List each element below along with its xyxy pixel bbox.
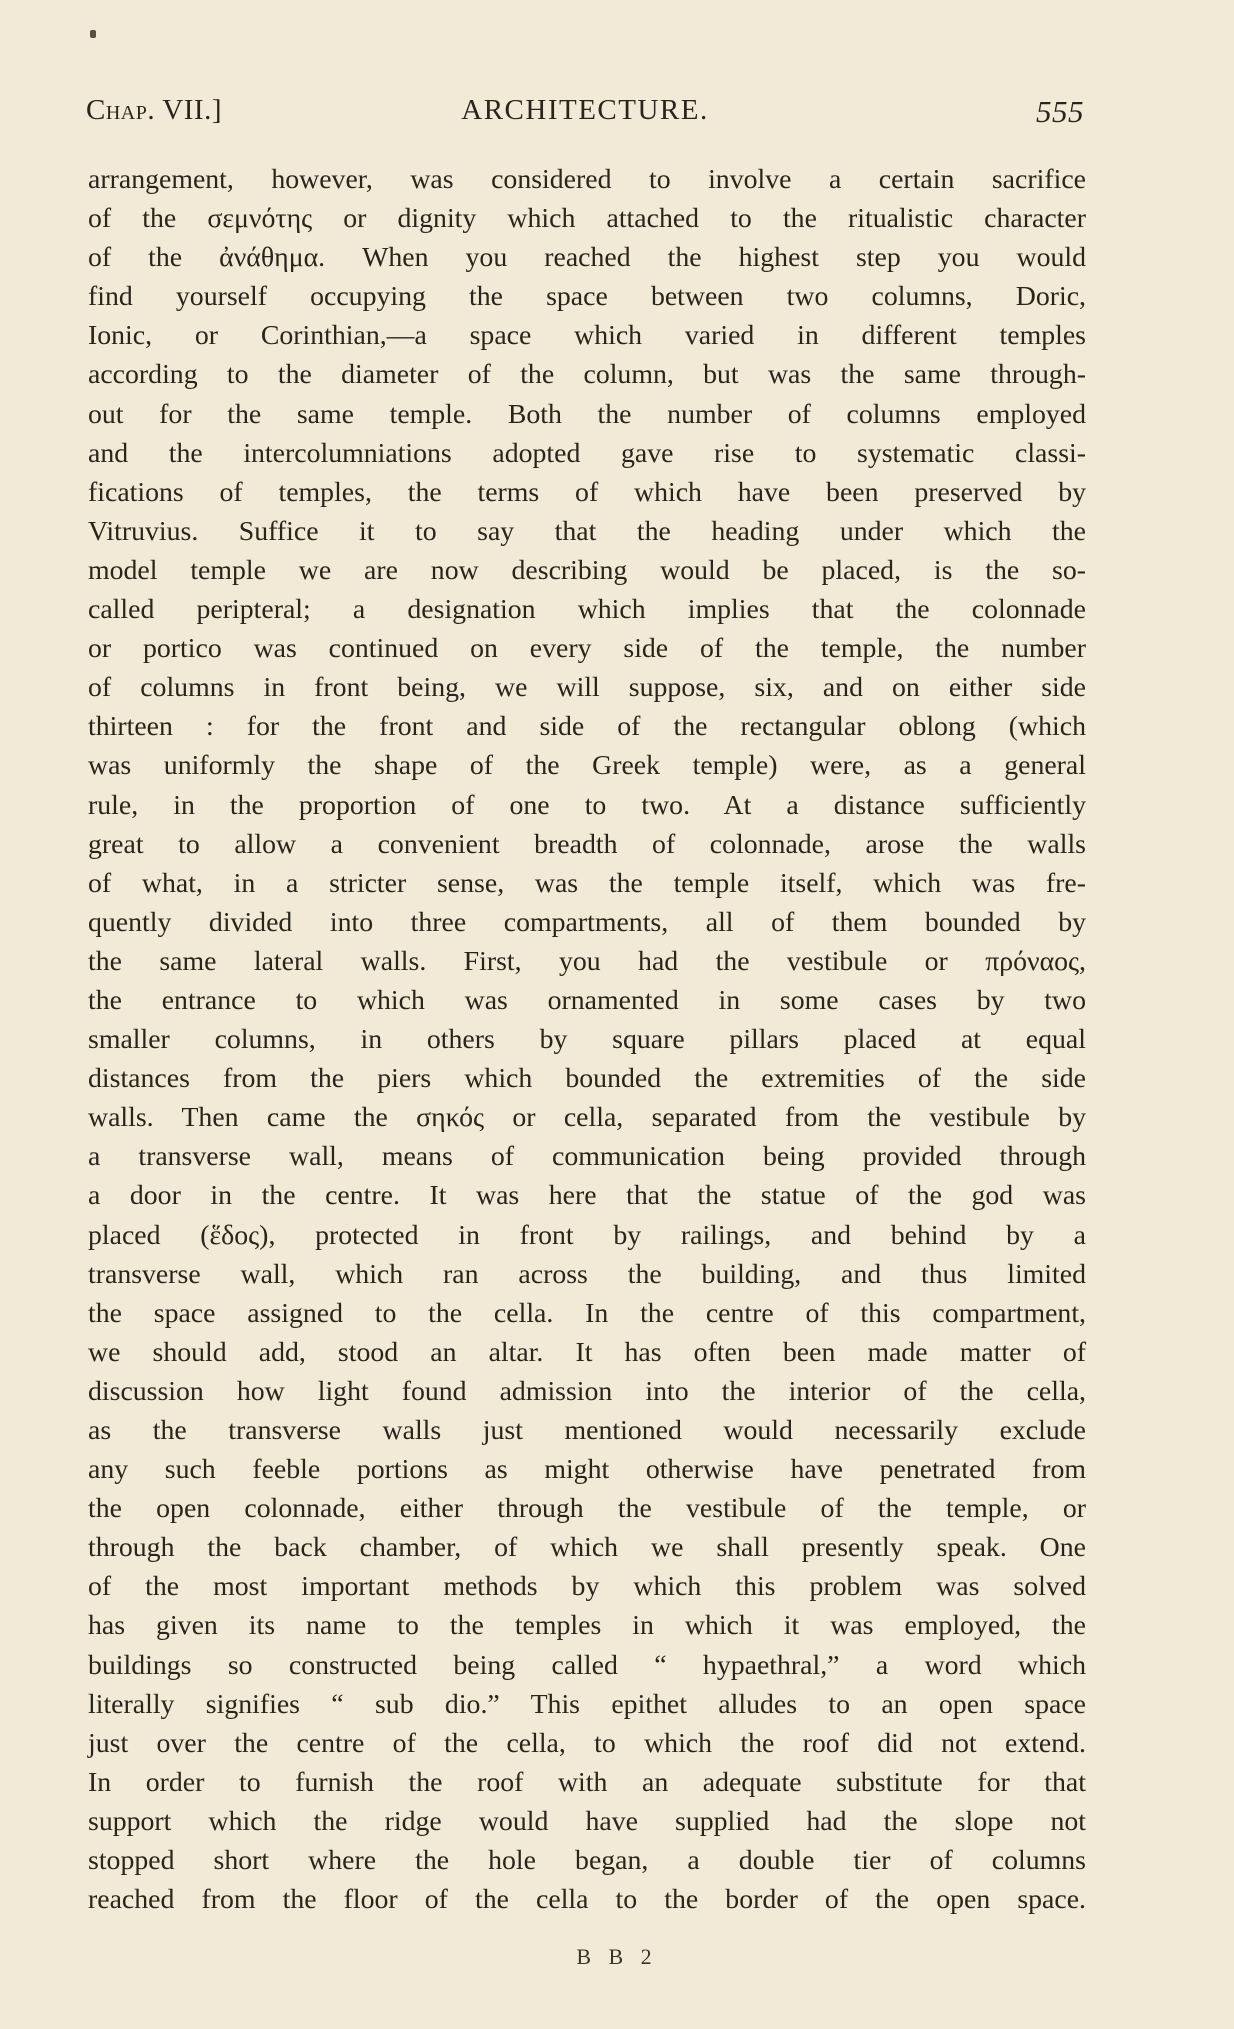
ink-speck bbox=[90, 30, 96, 38]
text-line: buildings so constructed being called “ hypaethral,” a word which bbox=[88, 1649, 1086, 1681]
text-line: stopped short where the hole began, a double tier of columns bbox=[88, 1845, 1086, 1877]
text-line: distances from the piers which bounded the extremities of the side bbox=[88, 1063, 1086, 1095]
text-line: called peripteral; a designation which implies that the colonnade bbox=[88, 594, 1086, 626]
text-line: of the ἀνάθημα. When you reached the highest step you would bbox=[88, 242, 1086, 274]
text-line: quently divided into three compartments, all of them bounded by bbox=[88, 906, 1086, 938]
text-line: through the back chamber, of which we shall presently speak. One bbox=[88, 1532, 1086, 1564]
text-line: of columns in front being, we will suppose, six, and on either side bbox=[88, 672, 1086, 704]
text-line: walls. Then came the σηκός or cella, separated from the vestibule by bbox=[88, 1102, 1086, 1134]
text-line: placed (ἕδος), protected in front by railings, and behind by a bbox=[88, 1219, 1086, 1251]
text-line: find yourself occupying the space between two columns, Doric, bbox=[88, 281, 1086, 313]
text-line: a transverse wall, means of communication being provided through bbox=[88, 1141, 1086, 1173]
text-line: arrangement, however, was considered to involve a certain sacrifice bbox=[88, 164, 1086, 195]
text-line: and the intercolumniations adopted gave rise to systematic classi- bbox=[88, 437, 1086, 469]
text-line: transverse wall, which ran across the building, and thus limited bbox=[88, 1258, 1086, 1290]
text-line: just over the centre of the cella, to which the roof did not extend. bbox=[88, 1727, 1086, 1759]
text-line: the same lateral walls. First, you had the vestibule or πρόναος, bbox=[88, 945, 1086, 977]
text-line: the entrance to which was ornamented in some cases by two bbox=[88, 984, 1086, 1016]
text-line: great to allow a convenient breadth of colonnade, arose the walls bbox=[88, 828, 1086, 860]
text-line: as the transverse walls just mentioned would necessarily exclude bbox=[88, 1415, 1086, 1446]
section-title: ARCHITECTURE. bbox=[461, 94, 709, 126]
text-line: thirteen : for the front and side of the rectangular oblong (which bbox=[88, 711, 1086, 743]
text-line: discussion how light found admission into the interior of the cella, bbox=[88, 1375, 1086, 1407]
text-line: out for the same temple. Both the number of columns employed bbox=[88, 398, 1086, 430]
page-number: 555 bbox=[1036, 94, 1084, 129]
text-line: Ionic, or Corinthian,—a space which varied in different temples bbox=[88, 320, 1086, 352]
text-line: of the most important methods by which this problem was solved bbox=[88, 1571, 1086, 1603]
text-line: of what, in a stricter sense, was the temple itself, which was fre- bbox=[88, 867, 1086, 899]
text-line: or portico was continued on every side of the temple, the number bbox=[88, 633, 1086, 665]
text-line: according to the diameter of the column, but was the same through- bbox=[88, 359, 1086, 391]
body-paragraph bbox=[88, 160, 1086, 1919]
text-line: any such feeble portions as might otherwise have penetrated from bbox=[88, 1454, 1086, 1486]
text-line: fications of temples, the terms of which have been preserved by bbox=[88, 476, 1086, 508]
text-line: reached from the floor of the cella to the border of the open space. bbox=[88, 1884, 1086, 1916]
text-line: the open colonnade, either through the vestibule of the temple, or bbox=[88, 1493, 1086, 1525]
text-line: the space assigned to the cella. In the centre of this compartment, bbox=[88, 1297, 1086, 1329]
text-line: rule, in the proportion of one to two. At a distance sufficiently bbox=[88, 789, 1086, 821]
text-line: we should add, stood an altar. It has often been made matter of bbox=[88, 1336, 1086, 1368]
text-line: was uniformly the shape of the Greek temple) were, as a general bbox=[88, 750, 1086, 782]
text-line: a door in the centre. It was here that the statue of the god was bbox=[88, 1180, 1086, 1212]
text-line: literally signifies “ sub dio.” This epithet alludes to an open space bbox=[88, 1688, 1086, 1720]
text-line: Vitruvius. Suffice it to say that the heading under which the bbox=[88, 515, 1086, 547]
printer-signature: B B 2 bbox=[576, 1944, 658, 1969]
chapter-label: Chap. VII.] bbox=[86, 94, 222, 126]
text-line: In order to furnish the roof with an adequate substitute for that bbox=[88, 1766, 1086, 1798]
text-line: smaller columns, in others by square pillars placed at equal bbox=[88, 1024, 1086, 1056]
text-line: has given its name to the temples in which it was employed, the bbox=[88, 1610, 1086, 1642]
text-line: support which the ridge would have supplied had the slope not bbox=[88, 1805, 1086, 1837]
text-line: model temple we are now describing would be placed, is the so- bbox=[88, 554, 1086, 586]
text-line: of the σεμνότης or dignity which attached to the ritualistic character bbox=[88, 203, 1086, 235]
running-head bbox=[86, 94, 1084, 134]
